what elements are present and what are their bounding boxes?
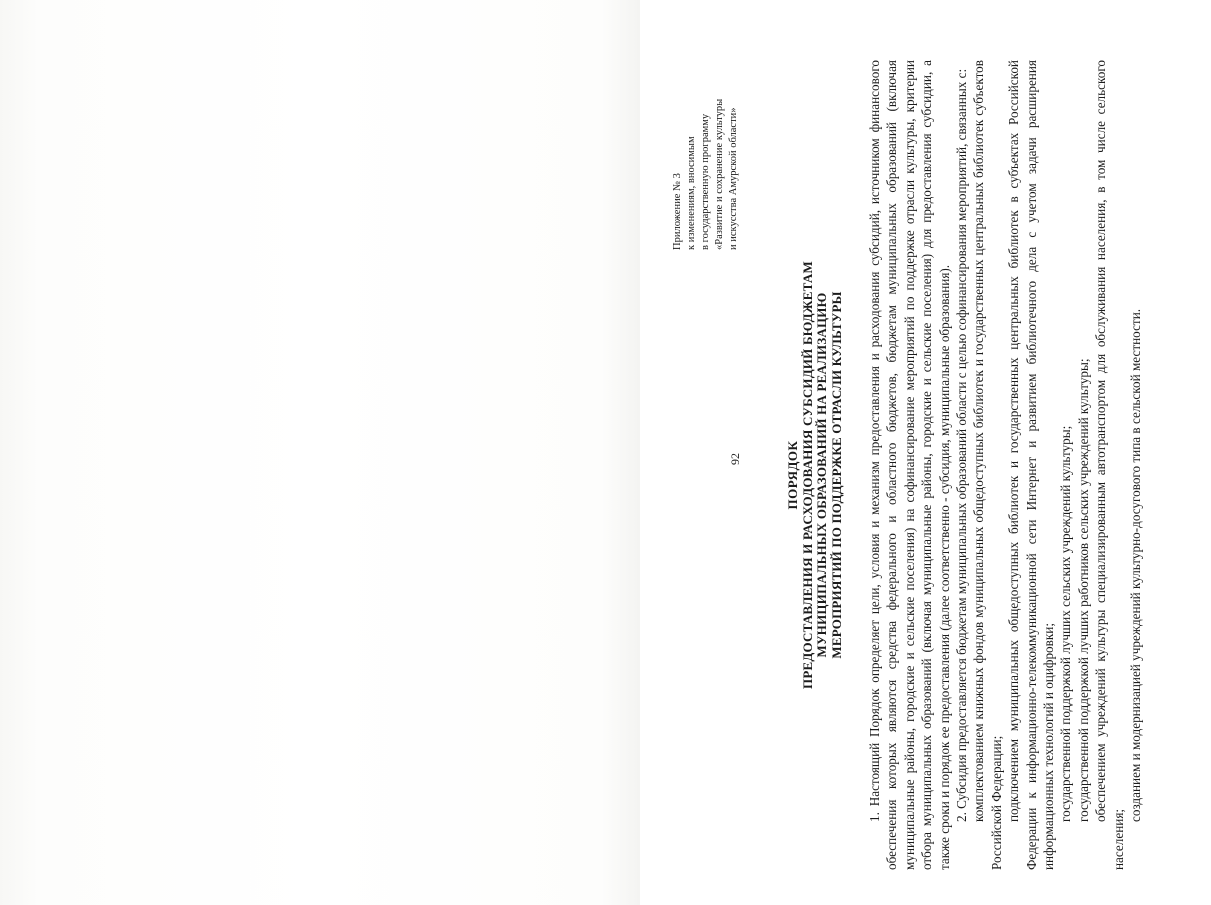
list-item: подключением муниципальных общедоступных библиотек и государственных центральных библиотек в субъектах Российской Федерации к информационно-телекоммуникационной сети Интернет и развитием библиотечного дела с учетом задачи расширения информационных технологий и оцифровки; [1006, 60, 1057, 870]
paragraph-1: 1. Настоящий Порядок определяет цели, условия и механизм предоставления и расходования субсидий, источником финансового обеспечения которых являются средства федерального и областного бюджетов, бюджетам муниципальных образований (включая муниципальные районы, городские и сельские поселения) на софинансирование мероприятий по поддержке отрасли культуры, критерии отбора муниципальных образований (включая муниципальные районы, городские и сельские поселения) для предоставления субсидии, а также сроки и порядок ее предоставления (далее соответственно - субсидия, муниципальные образования). [867, 60, 952, 870]
title-line: ПОРЯДОК [785, 440, 800, 510]
title-line: ПРЕДОСТАВЛЕНИЯ И РАСХОДОВАНИЯ СУБСИДИЙ БЮДЖЕТАМ [799, 261, 815, 689]
appendix-line: Приложение № 3 [672, 173, 683, 250]
appendix-line: и искусства Амурской области» [728, 107, 739, 250]
list-item: обеспечением учреждений культуры специализированным автотранспортом для обслуживания населения, в том числе сельского населения; [1093, 60, 1126, 870]
title-line: МЕРОПРИЯТИЙ ПО ПОДДЕРЖКЕ ОТРАСЛИ КУЛЬТУРЫ [828, 291, 844, 659]
list-item: комплектованием книжных фондов муниципальных общедоступных библиотек и государственных центральных библиотек субъектов Российской Федерации; [971, 60, 1004, 870]
document-body [866, 60, 1145, 870]
title-line: МУНИЦИПАЛЬНЫХ ОБРАЗОВАНИЙ НА РЕАЛИЗАЦИЮ [814, 292, 829, 658]
appendix-line: к изменениям, вносимым [686, 136, 697, 250]
list-item: созданием и модернизацией учреждений культурно-досугового типа в сельской местности. [1128, 308, 1144, 822]
list-item: государственной поддержкой лучших работников сельских учреждений культуры; [1075, 358, 1091, 822]
paragraph-2: 2. Субсидия предоставляется бюджетам муниципальных образований области с целью софинансирования мероприятий, связанных с: [954, 68, 970, 822]
document-title [786, 60, 844, 890]
appendix-line: «Развитие и сохранение культуры [714, 98, 725, 250]
appendix-line: в государственную программу [700, 113, 711, 250]
page-number: 92 [728, 453, 742, 465]
list-item: государственной поддержкой лучших сельских учреждений культуры; [1058, 425, 1074, 822]
appendix-note [671, 0, 741, 250]
rotated-content [596, 0, 1211, 890]
